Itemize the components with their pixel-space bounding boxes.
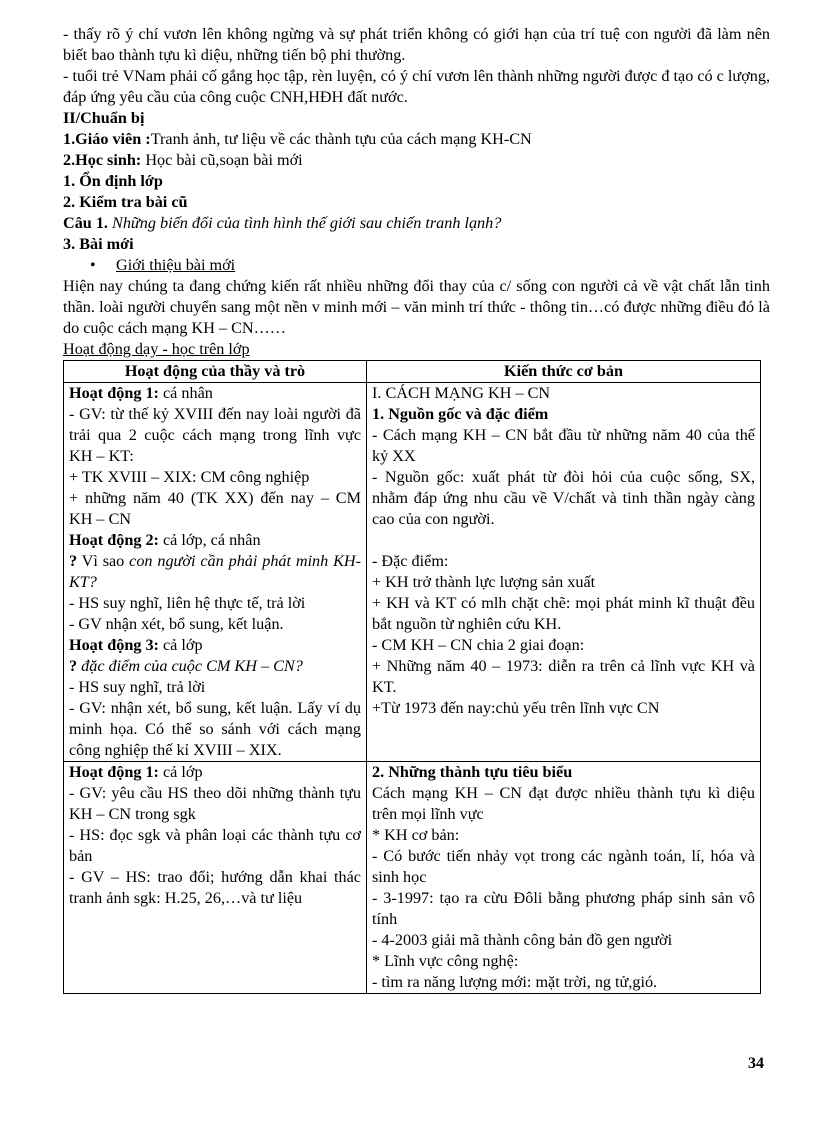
teacher-label: 1.Giáo viên :	[63, 130, 151, 148]
list-item: - GV: từ thế kỷ XVIII đến nay loài người đã trải qua 2 cuộc cách mạng trong lĩnh vực KH – KT:	[69, 405, 361, 465]
activity-2-label: Hoạt động 2:	[69, 531, 159, 549]
step-1-heading: 1. Ổn định lớp	[63, 172, 163, 190]
list-item: + TK XVIII – XIX: CM công nghiệp	[69, 468, 310, 486]
list-item: - Cách mạng KH – CN bắt đầu từ những năm 40 của thế kỷ XX	[372, 426, 755, 465]
list-item: - HS: đọc sgk và phân loại các thành tựu cơ bản	[69, 826, 361, 865]
teacher-prep	[63, 129, 770, 150]
new-lesson-intro-label: Giới thiệu bài mới	[116, 256, 236, 274]
activity-1-label: Hoạt động 1:	[69, 384, 159, 402]
lesson-table	[63, 360, 761, 994]
question-mark: ?	[69, 552, 78, 570]
list-item: - GV: nhận xét, bổ sung, kết luận. Lấy ví dụ minh họa. Có thể so sánh với cách mạng công nghiệp thế kỉ XVIII – XIX.	[69, 699, 361, 759]
list-item: + KH trở thành lực lượng sản xuất	[372, 573, 596, 591]
section-heading-prep: II/Chuẩn bị	[63, 109, 145, 127]
row2-right-cell	[367, 762, 761, 994]
list-item: Cách mạng KH – CN đạt được nhiều thành tựu kì diệu trên mọi lĩnh vực	[372, 784, 755, 823]
list-item: - GV: yêu cầu HS theo dõi những thành tựu KH – CN trong sgk	[69, 784, 361, 823]
activity-2-text: cả lớp, cá nhân	[158, 531, 261, 549]
question-italic: con người cần phải phát minh KH-KT?	[69, 552, 361, 591]
list-item: + những năm 40 (TK XX) đến nay – CM KH – CN	[69, 489, 361, 528]
list-item: - GV nhận xét, bổ sung, kết luận.	[69, 615, 284, 633]
activity-heading: Hoạt động dạy - học trên lớp	[63, 340, 250, 358]
subsection-title: 2. Những thành tựu tiêu biểu	[372, 763, 573, 781]
list-item: - Có bước tiến nhảy vọt trong các ngành toán, lí, hóa và sinh học	[372, 847, 755, 886]
list-item: + KH và KT có mlh chặt chẽ: mọi phát minh kĩ thuật đều bắt nguồn từ nghiên cứu KH.	[372, 594, 755, 633]
table-row	[64, 383, 761, 762]
activity-3-label: Hoạt động 3:	[69, 636, 159, 654]
question-plain: Vì sao	[77, 552, 130, 570]
new-lesson-intro-bullet	[63, 255, 770, 276]
intro-line-1: - thấy rõ ý chí vươn lên không ngừng và sự phát triển không có giới hạn của trí tuệ con người đã làm nên biết bao thành tựu kì diệu, những tiến bộ phi thường.	[63, 25, 770, 64]
question-mark: ?	[69, 657, 78, 675]
row2-left-cell	[64, 762, 367, 994]
spacer	[372, 530, 755, 551]
header-activities: Hoạt động của thầy và trò	[64, 361, 367, 383]
section-title: I. CÁCH MẠNG KH – CN	[372, 384, 551, 402]
review-question	[63, 213, 770, 234]
teacher-text: Tranh ảnh, tư liệu về các thành tựu của cách mạng KH-CN	[150, 130, 532, 148]
row1-right-cell	[367, 383, 761, 762]
list-item: + Những năm 40 – 1973: diễn ra trên cả lĩnh vực KH và KT.	[372, 657, 755, 696]
list-item: - Đặc điểm:	[372, 552, 449, 570]
step-2-heading: 2. Kiểm tra bài cũ	[63, 193, 188, 211]
question-italic: đặc điểm của cuộc CM KH – CN?	[77, 657, 303, 675]
subsection-title: 1. Nguồn gốc và đặc điểm	[372, 405, 549, 423]
activity-1-label: Hoạt động 1:	[69, 763, 159, 781]
page-number: 34	[748, 1055, 764, 1072]
list-item: - 4-2003 giải mã thành công bản đồ gen người	[372, 931, 673, 949]
list-item: * KH cơ bản:	[372, 826, 460, 844]
list-item: - Nguồn gốc: xuất phát từ đòi hỏi của cuộc sống, SX, nhằm đáp ứng nhu cầu về V/chất và tinh thần ngày càng cao của con người.	[372, 468, 755, 528]
list-item: - CM KH – CN chia 2 giai đoạn:	[372, 636, 585, 654]
intro-paragraph: Hiện nay chúng ta đang chứng kiến rất nhiều những đổi thay của c/ sống con người cả về vật chất lẫn tinh thần. loài người chuyển sang một nền v minh mới – văn minh trí thức - thông tin…có được những điều đó là do cuộc cách mạng KH – CN……	[63, 277, 770, 337]
student-prep	[63, 150, 770, 171]
list-item: - HS suy nghĩ, liên hệ thực tế, trả lời	[69, 594, 306, 612]
list-item: +Từ 1973 đến nay:chủ yếu trên lĩnh vực CN	[372, 699, 660, 717]
list-item: * Lĩnh vực công nghệ:	[372, 952, 519, 970]
bullet-icon: •	[90, 256, 96, 274]
list-item: - tìm ra năng lượng mới: mặt trời, ng tử,gió.	[372, 973, 658, 991]
question-label: Câu 1.	[63, 214, 108, 232]
activity-1-text: cá nhân	[158, 384, 213, 402]
intro-line-2: - tuổi trẻ VNam phải cố gắng học tập, rèn luyện, có ý chí vươn lên thành những người được đ tạo có c lượng, đáp ứng yêu cầu của công cuộc CNH,HĐH đất nước.	[63, 67, 770, 106]
list-item: - 3-1997: tạo ra cừu Đôli bằng phương pháp sinh sản vô tính	[372, 889, 755, 928]
step-3-heading: 3. Bài mới	[63, 235, 134, 253]
student-label: 2.Học sinh:	[63, 151, 142, 169]
activity-1-text: cả lớp	[158, 763, 203, 781]
document-page	[63, 24, 770, 994]
table-row	[64, 762, 761, 994]
header-knowledge: Kiến thức cơ bản	[367, 361, 761, 383]
list-item: - HS suy nghĩ, trả lời	[69, 678, 206, 696]
activity-3-text: cả lớp	[158, 636, 203, 654]
list-item: - GV – HS: trao đổi; hướng dẫn khai thác tranh ảnh sgk: H.25, 26,…và tư liệu	[69, 868, 361, 907]
table-header-row	[64, 361, 761, 383]
question-text: Những biến đổi của tình hình thế giới sau chiến tranh lạnh?	[107, 214, 502, 232]
row1-left-cell	[64, 383, 367, 762]
student-text: Học bài cũ,soạn bài mới	[141, 151, 303, 169]
